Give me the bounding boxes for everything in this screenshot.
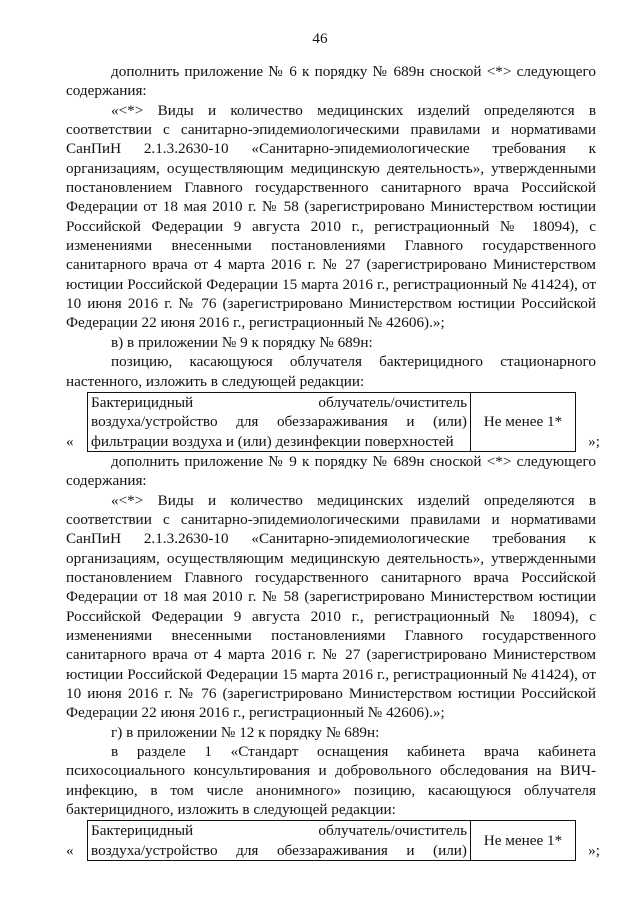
paragraph-footnote-text-9: «<*> Виды и количество медицинских изделий определяются в соответствии с санитарно-эпидемиологическими правилами и нормативами СанПиН 2.1.3.2630-10 «Санитарно-эпидемиологические требования к организациям, осуществляющим медицинскую деятельность», утвержденными постановлением Главного государственного санитарного врача Российской Федерации от 18 мая 2010 г. № 58 (зарегистрировано Министерством юстиции Российской Федерации 9 августа 2010 г., регистрационный № 18094), с изменениями внесенными постановлениями Главного государственного санитарного врача от 4 марта 2016 г. № 27 (зарегистрировано Министерством юстиции Российской Федерации 15 марта 2016 г., регистрационный № 41424), от 10 июня 2016 г. № 76 (зарегистрировано Министерством юстиции Российской Федерации 22 июня 2016 г., регистрационный № 42606).»; — [66, 491, 596, 722]
paragraph-subitem-g: г) в приложении № 12 к порядку № 689н: — [111, 723, 380, 741]
table-row-9 — [66, 392, 600, 452]
cell-line: Бактерицидный облучатель/очиститель — [91, 822, 467, 840]
document-body — [66, 62, 600, 861]
table-cell-quantity: Не менее 1* — [483, 413, 563, 431]
cell-line: воздуха/устройство для обеззараживания и (или) — [91, 413, 467, 431]
cell-line: Бактерицидный облучатель/очиститель — [91, 393, 467, 411]
paragraph-subitem-v: в) в приложении № 9 к порядку № 689н: — [111, 333, 373, 351]
page-number: 46 — [312, 30, 328, 47]
cell-line: фильтрации воздуха и (или) дезинфекции поверхностей — [91, 432, 454, 450]
open-quote: « — [66, 432, 74, 450]
paragraph-footnote-intro-6: дополнить приложение № 6 к порядку № 689н сноской <*> следующего содержания: — [66, 63, 596, 100]
table-cell-name — [88, 821, 471, 860]
paragraph-section-1: в разделе 1 «Стандарт оснащения кабинета врача кабинета психосоциального консультирования и добровольного обследования на ВИЧ-инфекцию, в том числе анонимного» позицию, касающуюся облучателя бактерицидного, изложить в следующей редакции: — [66, 743, 596, 819]
table-9 — [87, 392, 576, 452]
paragraph-footnote-intro-9: дополнить приложение № 9 к порядку № 689н сноской <*> следующего содержания: — [66, 452, 596, 490]
open-quote: « — [66, 841, 74, 859]
table-12 — [87, 820, 576, 861]
paragraph-footnote-text-6: «<*> Виды и количество медицинских изделий определяются в соответствии с санитарно-эпидемиологическими правилами и нормативами СанПиН 2.1.3.2630-10 «Санитарно-эпидемиологические требования к организациям, осуществляющим медицинскую деятельность», утвержденными постановлением Главного государственного санитарного врача Российской Федерации от 18 мая 2010 г. № 58 (зарегистрировано Министерством юстиции Российской Федерации 9 августа 2010 г., регистрационный № 18094), с изменениями внесенными постановлениями Главного государственного санитарного врача от 4 марта 2016 г. № 27 (зарегистрировано Министерством юстиции Российской Федерации 15 марта 2016 г., регистрационный № 41424), от 10 июня 2016 г. № 76 (зарегистрировано Министерством юстиции Российской Федерации 22 июня 2016 г., регистрационный № 42606).»; — [66, 101, 596, 332]
table-cell-name — [88, 393, 471, 451]
paragraph-position-9: позицию, касающуюся облучателя бактерицидного стационарного настенного, изложить в следующей редакции: — [66, 353, 596, 390]
close-quote: »; — [588, 432, 600, 450]
table-cell-quantity: Не менее 1* — [483, 832, 563, 850]
table-row-12 — [66, 820, 600, 861]
cell-line: воздуха/устройство для обеззараживания и (или) — [91, 841, 467, 859]
close-quote: »; — [588, 841, 600, 859]
